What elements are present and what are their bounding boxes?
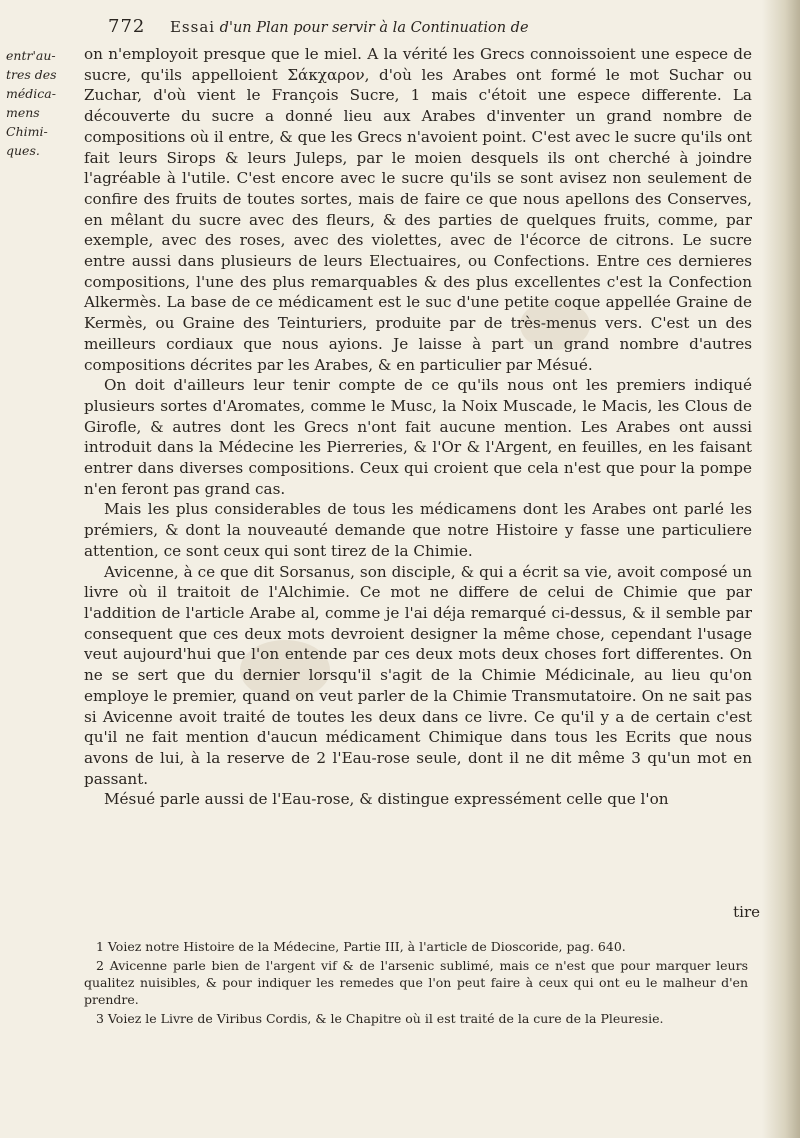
paragraph: Mais les plus considerables de tous les médicamens dont les Arabes ont parlé les prémiers, & dont la nouveauté demande que notre Histoire y fasse une particuliere attention, ce sont ceux qui sont tirez de la Chimie. [84,500,752,560]
main-text [84,44,752,810]
margin-note-line: Chimi- [6,124,48,139]
paragraph: on n'employoit presque que le miel. A la vérité les Grecs connoissoient une espece de sucre, qu'ils appelloient Σάκχαρον, d'où les Arabes ont formé le mot Suchar ou Zuchar, d'où vient le François Sucre, 1 mais c'étoit une espece differente. La découverte du sucre a donné lieu aux Arabes d'inventer un grand nombre de compositions où il entre, & que les Grecs n'avoient point. C'est avec le sucre qu'ils ont fait leurs Sirops & leurs Juleps, par le moien desquels ils ont cherché à joindre l'agréable à l'utile. C'est encore avec le sucre qu'ils se sont avisez non seulement de confire des fruits de toutes sortes, mais de faire ce que nous apellons des Conserves, en mêlant du sucre avec des fleurs, & des parties de quelques fruits, comme, par exemple, avec des roses, avec des violettes, avec de l'écorce de citrons. Le sucre entre aussi dans plusieurs de leurs Electuaires, ou Confections. Entre ces dernieres compositions, l'une des plus remarquables & des plus excellentes c'est la Confection Alkermès. La base de ce médicament est le suc d'une petite coque appellée Graine de Kermès, ou Graine des Teinturiers, produite par de très-menus vers. C'est un des meilleurs cordiaux que nous ayions. Je laisse à part un grand nombre d'autres compositions décrites par les Arabes, & en particulier par Mésué. [84,45,752,374]
paragraph: On doit d'ailleurs leur tenir compte de ce qu'ils nous ont les premiers indiqué plusieurs sortes d'Aromates, comme le Musc, la Noix Muscade, le Macis, les Clous de Girofle, & autres dont les Grecs n'ont fait aucune mention. Les Arabes ont aussi introduit dans la Médecine les Pierreries, & l'Or & l'Argent, en feuilles, en les faisant entrer dans diverses compositions. Ceux qui croient que cela n'est que pour la pompe n'en feront pas grand cas. [84,376,752,498]
margin-note [6,46,68,160]
margin-note-line: tres des [6,67,57,82]
footnotes [84,938,748,1029]
running-header [108,18,748,37]
margin-note-line: mens [6,105,40,120]
footnote: 1 Voiez notre Histoire de la Médecine, Partie III, à l'article de Dioscoride, pag. 640. [96,939,626,954]
footnote: 2 Avicenne parle bien de l'argent vif & de l'arsenic sublimé, mais ce n'est que pour marquer leurs qualitez nuisibles, & pour indiquer les remedes que l'on peut faire à ceux qui ont eu le malheur d'en prendre. [84,958,748,1007]
page-edge-shadow [762,0,800,1138]
header-title-caps: Essai [169,18,216,36]
page-number: 772 [108,16,146,37]
footnote: 3 Voiez le Livre de Viribus Cordis, & le Chapitre où il est traité de la cure de la Pleuresie. [96,1011,664,1026]
margin-note-line: ques. [6,143,40,158]
catchword: tire [733,903,760,921]
paragraph: Mésué parle aussi de l'Eau-rose, & distingue expressément celle que l'on [104,790,669,809]
margin-note-line: entr'au- [6,48,56,63]
margin-note-line: médica- [6,86,56,101]
header-title-rest: d'un Plan pour servir à la Continuation de [219,20,529,36]
paragraph: Avicenne, à ce que dit Sorsanus, son disciple, & qui a écrit sa vie, avoit composé un livre où il traitoit de l'Alchimie. Ce mot ne differe de celui de Chimie que par l'addition de l'article Arabe al, comme je l'ai déja remarqué ci-dessus, & il semble par consequent que ces deux mots devroient designer la même chose, cependant l'usage veut aujourd'hui que l'on entende par ces deux mots deux choses fort differentes. On ne se sert que du dernier lorsqu'il s'agit de la Chimie Médicinale, au lieu qu'on employe le premier, quand on veut parler de la Chimie Transmutatoire. On ne sait pas si Avicenne avoit traité de toutes les deux dans ce livre. Ce qu'il y a de certain c'est qu'il ne fait mention d'aucun médicament Chimique dans tous les Ecrits que nous avons de lui, à la reserve de 2 l'Eau-rose seule, dont il ne dit même 3 qu'un mot en passant. [84,562,752,788]
